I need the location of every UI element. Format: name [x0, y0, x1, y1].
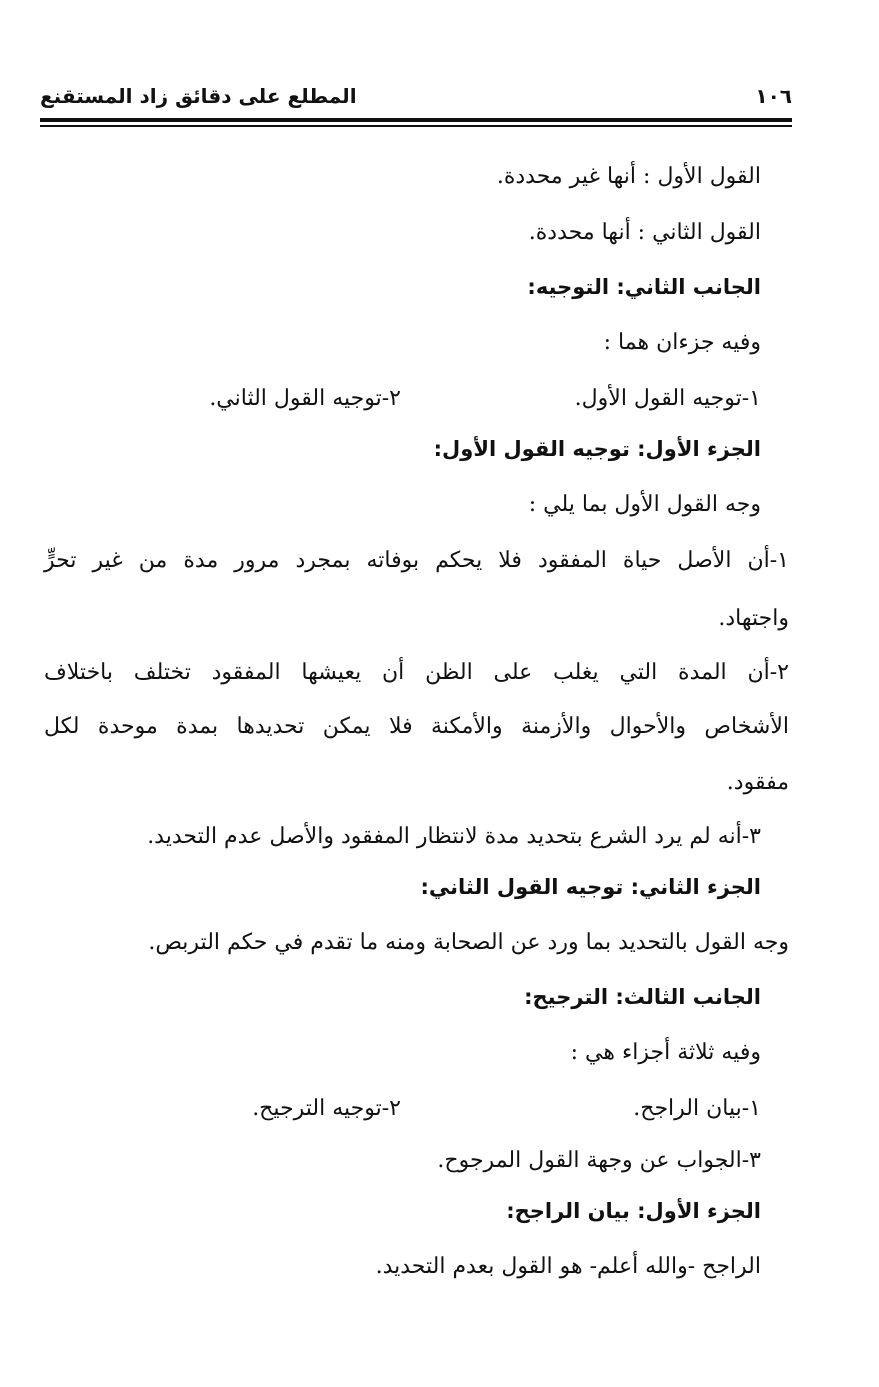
- section-heading: الجانب الثالث: الترجيح:: [524, 985, 761, 1009]
- text-line: الراجح -والله أعلم- هو القول بعدم التحديد.: [375, 1254, 761, 1279]
- running-header: [40, 84, 792, 116]
- subsection-heading: الجزء الأول: توجيه القول الأول:: [433, 437, 761, 461]
- list-item: ٣-الجواب عن وجهة القول المرجوح.: [437, 1148, 761, 1173]
- text-line: الأشخاص والأحوال والأزمنة والأمكنة فلا يمكن تحديدها بمدة موحدة لكل: [44, 714, 789, 739]
- text-line: مفقود.: [726, 770, 789, 795]
- list-item: ٢-توجيه القول الثاني.: [209, 386, 401, 411]
- list-item: ١-توجيه القول الأول.: [574, 386, 761, 411]
- text-line: واجتهاد.: [718, 606, 789, 631]
- text-line: القول الأول : أنها غير محددة.: [496, 164, 761, 189]
- text-line: وجه القول بالتحديد بما ورد عن الصحابة ومنه ما تقدم في حكم التربص.: [148, 930, 789, 955]
- subsection-heading: الجزء الثاني: توجيه القول الثاني:: [420, 875, 761, 899]
- subsection-heading: الجزء الأول: بيان الراجح:: [506, 1199, 761, 1223]
- text-line: ١-أن الأصل حياة المفقود فلا يحكم بوفاته بمجرد مرور مدة من غير تحرٍّ: [44, 548, 789, 573]
- list-item: ٢-توجيه الترجيح.: [252, 1096, 401, 1121]
- list-item: ١-بيان الراجح.: [633, 1096, 761, 1121]
- text-line: ٣-أنه لم يرد الشرع بتحديد مدة لانتظار المفقود والأصل عدم التحديد.: [147, 824, 761, 849]
- header-rule-thick: [40, 118, 792, 122]
- section-heading: الجانب الثاني: التوجيه:: [527, 275, 761, 299]
- text-line: القول الثاني : أنها محددة.: [528, 220, 761, 245]
- text-line: وفيه جزءان هما :: [603, 330, 761, 355]
- text-line: وفيه ثلاثة أجزاء هي :: [570, 1040, 761, 1065]
- page-number: ١٠٦: [755, 84, 792, 108]
- book-title: المطلع على دقائق زاد المستقنع: [40, 84, 357, 108]
- text-line: ٢-أن المدة التي يغلب على الظن أن يعيشها المفقود تختلف باختلاف: [44, 660, 789, 685]
- header-rule-thin: [40, 125, 792, 127]
- text-line: وجه القول الأول بما يلي :: [528, 492, 761, 517]
